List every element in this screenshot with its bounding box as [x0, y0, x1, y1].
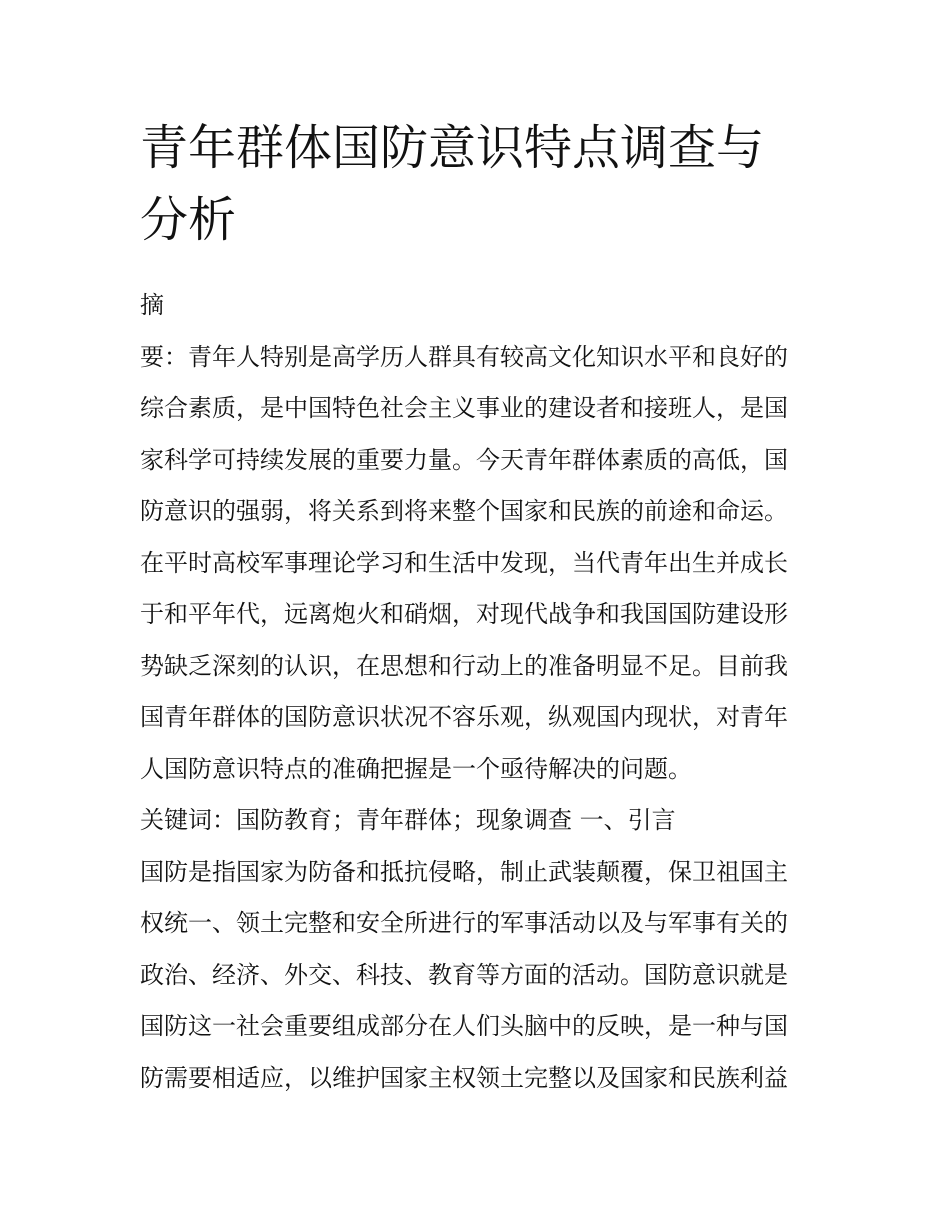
document-title: [140, 112, 812, 256]
abstract-line: 人国防意识特点的准确把握是一个亟待解决的问题。: [140, 754, 692, 783]
abstract-line: 于和平年代，远离炮火和硝烟，对现代战争和我国国防建设形: [140, 600, 788, 628]
document-page: [140, 112, 812, 1104]
abstract-line: 要：青年人特别是高学历人群具有较高文化知识水平和良好的: [140, 342, 788, 371]
intro-line: 国防这一社会重要组成部分在人们头脑中的反映，是一种与国: [140, 1012, 788, 1040]
abstract-line: 家科学可持续发展的重要力量。今天青年群体素质的高低，国: [140, 445, 788, 474]
abstract-line: 势缺乏深刻的认识，在思想和行动上的准备明显不足。目前我: [140, 651, 788, 680]
document-body: [140, 280, 812, 1104]
intro-line: 权统一、领土完整和安全所进行的军事活动以及与军事有关的: [140, 909, 788, 937]
intro-line: 政治、经济、外交、科技、教育等方面的活动。国防意识就是: [140, 960, 788, 989]
abstract-line: 在平时高校军事理论学习和生活中发现，当代青年出生并成长: [140, 548, 788, 577]
intro-line: 国防是指国家为防备和抵抗侵略，制止武装颠覆，保卫祖国主: [140, 857, 788, 886]
intro-line: 防需要相适应，以维护国家主权领土完整以及国家和民族利益: [140, 1063, 788, 1092]
title-line-1: 青年群体国防意识特点调查与: [140, 120, 765, 176]
keywords-line: 关键词：国防教育；青年群体；现象调查 一、引言: [140, 806, 676, 834]
abstract-line: 综合素质，是中国特色社会主义事业的建设者和接班人，是国: [140, 394, 788, 422]
abstract-line: 防意识的强弱，将关系到将来整个国家和民族的前途和命运。: [140, 497, 788, 525]
abstract-label-line: 摘: [140, 291, 164, 319]
abstract-line: 国青年群体的国防意识状况不容乐观，纵观国内现状，对青年: [140, 703, 788, 731]
title-line-2: 分析: [140, 192, 237, 248]
